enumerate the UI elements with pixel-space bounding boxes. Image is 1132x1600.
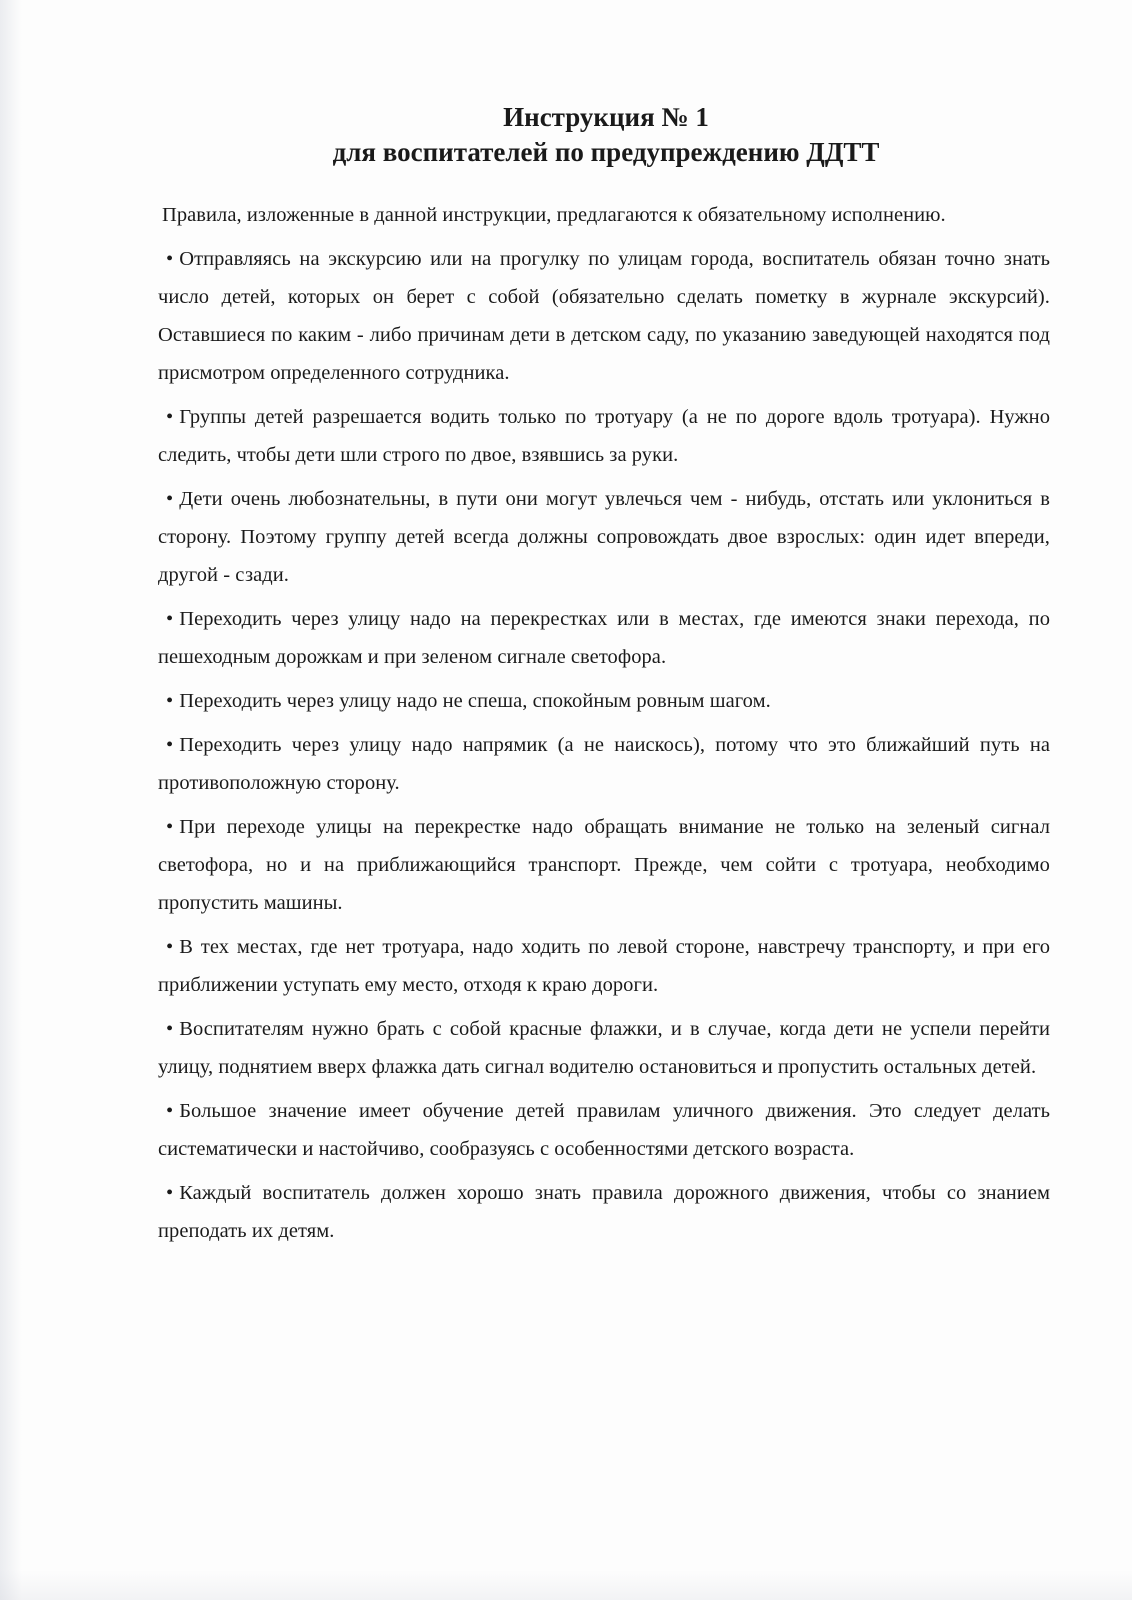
rule-item [158, 720, 1050, 802]
document-subtitle: для воспитателей по предупреждению ДДТТ [332, 137, 880, 167]
rule-item [158, 922, 1050, 1004]
bullet-marker: • [166, 1182, 174, 1204]
bullet-marker: • [166, 608, 174, 630]
rule-text: Переходить через улицу надо напрямик (а не наискось), потому что это ближайший путь на противоположную сторону. [158, 734, 1050, 794]
rule-text: В тех местах, где нет тротуара, надо ходить по левой стороне, навстречу транспорту, и при его приближении уступать ему место, отходя к краю дороги. [158, 936, 1050, 996]
rule-text: Дети очень любознательны, в пути они могут увлечься чем - нибудь, отстать или уклониться в сторону. Поэтому группу детей всегда должны сопровождать двое взрослых: один идет впереди, другой - сзади. [158, 488, 1050, 586]
rule-item [158, 1004, 1050, 1086]
bullet-marker: • [166, 248, 174, 270]
document-title: Инструкция № 1 [503, 102, 709, 132]
rule-text: Воспитателям нужно брать с собой красные флажки, и в случае, когда дети не успели перейти улицу, поднятием вверх флажка дать сигнал водителю остановиться и пропустить остальных детей. [158, 1018, 1050, 1078]
bullet-marker: • [166, 488, 174, 510]
bullet-marker: • [166, 1018, 174, 1040]
rule-text: Переходить через улицу надо на перекрестках или в местах, где имеются знаки перехода, по пешеходным дорожкам и при зеленом сигнале светофора. [158, 608, 1050, 668]
rule-item [158, 234, 1050, 392]
document-header [0, 100, 1132, 170]
rule-text: Большое значение имеет обучение детей правилам уличного движения. Это следует делать систематически и настойчиво, сообразуясь с особенностями детского возраста. [158, 1100, 1050, 1160]
scan-shadow-left [0, 0, 22, 1600]
bullet-marker: • [166, 936, 174, 958]
rule-text: Отправляясь на экскурсию или на прогулку по улицам города, воспитатель обязан точно знать число детей, которых он берет с собой (обязательно сделать пометку в журнале экскурсий). Оставшиеся по каким - либо причинам дети в детском саду, по указанию заведующей находятся под присмотром определенного сотрудника. [158, 248, 1050, 384]
document-body [158, 196, 1050, 1250]
rule-item [158, 676, 1050, 720]
bullet-marker: • [166, 1100, 174, 1122]
rule-text: Группы детей разрешается водить только по тротуару (а не по дороге вдоль тротуара). Нужно следить, чтобы дети шли строго по двое, взявшись за руки. [158, 406, 1050, 466]
scan-shadow-bottom [0, 1570, 1132, 1600]
rule-item [158, 1168, 1050, 1250]
rule-text: Каждый воспитатель должен хорошо знать правила дорожного движения, чтобы со знанием преподать их детям. [158, 1182, 1050, 1242]
rule-item [158, 392, 1050, 474]
rule-text: При переходе улицы на перекрестке надо обращать внимание не только на зеленый сигнал светофора, но и на приближающийся транспорт. Прежде, чем сойти с тротуара, необходимо пропустить машины. [158, 816, 1050, 914]
rule-item [158, 802, 1050, 922]
bullet-marker: • [166, 406, 174, 428]
bullet-marker: • [166, 816, 174, 838]
rule-item [158, 594, 1050, 676]
bullet-marker: • [166, 734, 174, 756]
rule-item [158, 474, 1050, 594]
rule-text: Переходить через улицу надо не спеша, спокойным ровным шагом. [179, 690, 771, 712]
intro-paragraph: Правила, изложенные в данной инструкции, предлагаются к обязательному исполнению. [162, 204, 946, 226]
bullet-marker: • [166, 690, 174, 712]
rule-item [158, 1086, 1050, 1168]
